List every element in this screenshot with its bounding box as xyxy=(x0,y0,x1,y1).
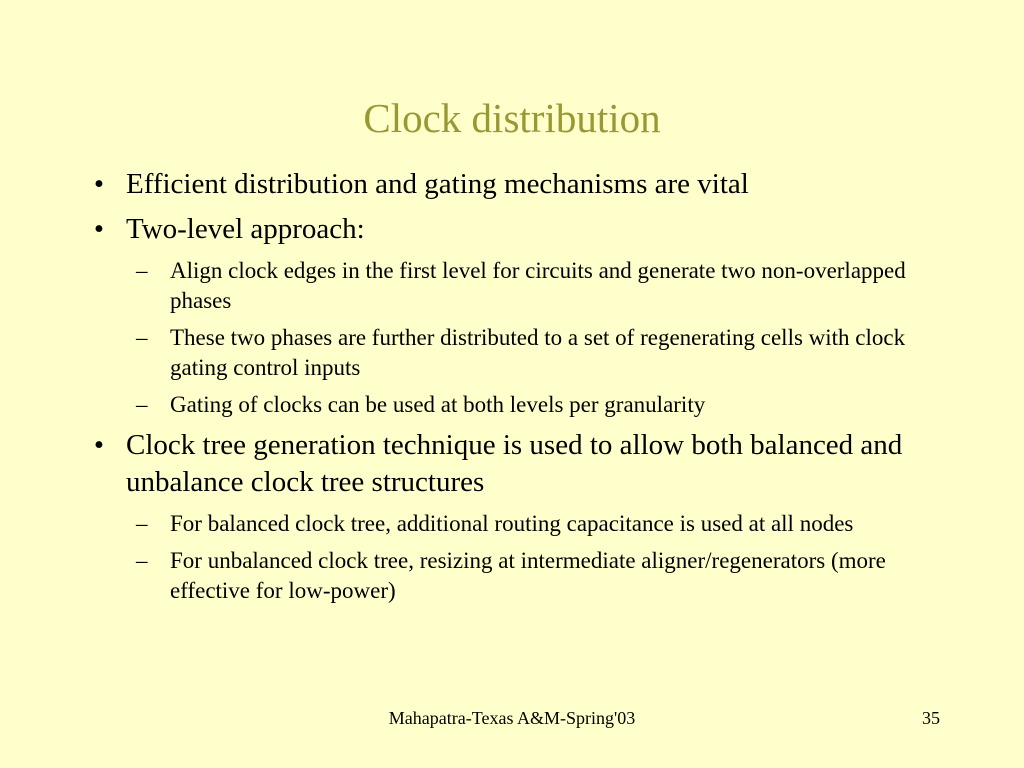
dash-marker: – xyxy=(136,258,148,283)
page-number: 35 xyxy=(922,708,940,728)
bullet-marker: • xyxy=(93,429,105,461)
dash-marker: – xyxy=(136,325,148,350)
sub-bullet-item xyxy=(84,509,924,539)
bullet-marker: • xyxy=(93,168,105,200)
sub-bullet-text: For unbalanced clock tree, resizing at intermediate aligner/regenerators (more effective for low-power) xyxy=(170,548,886,603)
sub-bullet-item xyxy=(84,546,924,606)
sub-bullet-text: These two phases are further distributed to a set of regenerating cells with clock gating control inputs xyxy=(170,325,906,380)
dash-marker: – xyxy=(136,392,148,417)
bullet-item xyxy=(84,166,924,203)
bullet-text: Clock tree generation technique is used to allow both balanced and unbalance clock tree structures xyxy=(126,429,903,498)
sub-bullet-item xyxy=(84,323,924,383)
dash-marker: – xyxy=(136,511,148,536)
bullet-marker: • xyxy=(93,213,105,245)
bullet-text: Two-level approach: xyxy=(126,213,365,245)
sub-bullet-text: Gating of clocks can be used at both levels per granularity xyxy=(170,392,706,417)
slide-title: Clock distribution xyxy=(363,95,661,141)
sub-bullet-text: Align clock edges in the first level for circuits and generate two non-overlapped phases xyxy=(170,258,906,313)
bullet-item xyxy=(84,427,924,501)
sub-bullet-text: For balanced clock tree, additional routing capacitance is used at all nodes xyxy=(170,511,854,536)
footer-text: Mahapatra-Texas A&M-Spring'03 xyxy=(388,708,636,728)
bullet-item xyxy=(84,211,924,248)
dash-marker: – xyxy=(136,548,148,573)
sub-bullet-item xyxy=(84,390,924,420)
sub-bullet-item xyxy=(84,256,924,316)
slide-body xyxy=(84,166,924,613)
bullet-text: Efficient distribution and gating mechanisms are vital xyxy=(126,168,749,200)
